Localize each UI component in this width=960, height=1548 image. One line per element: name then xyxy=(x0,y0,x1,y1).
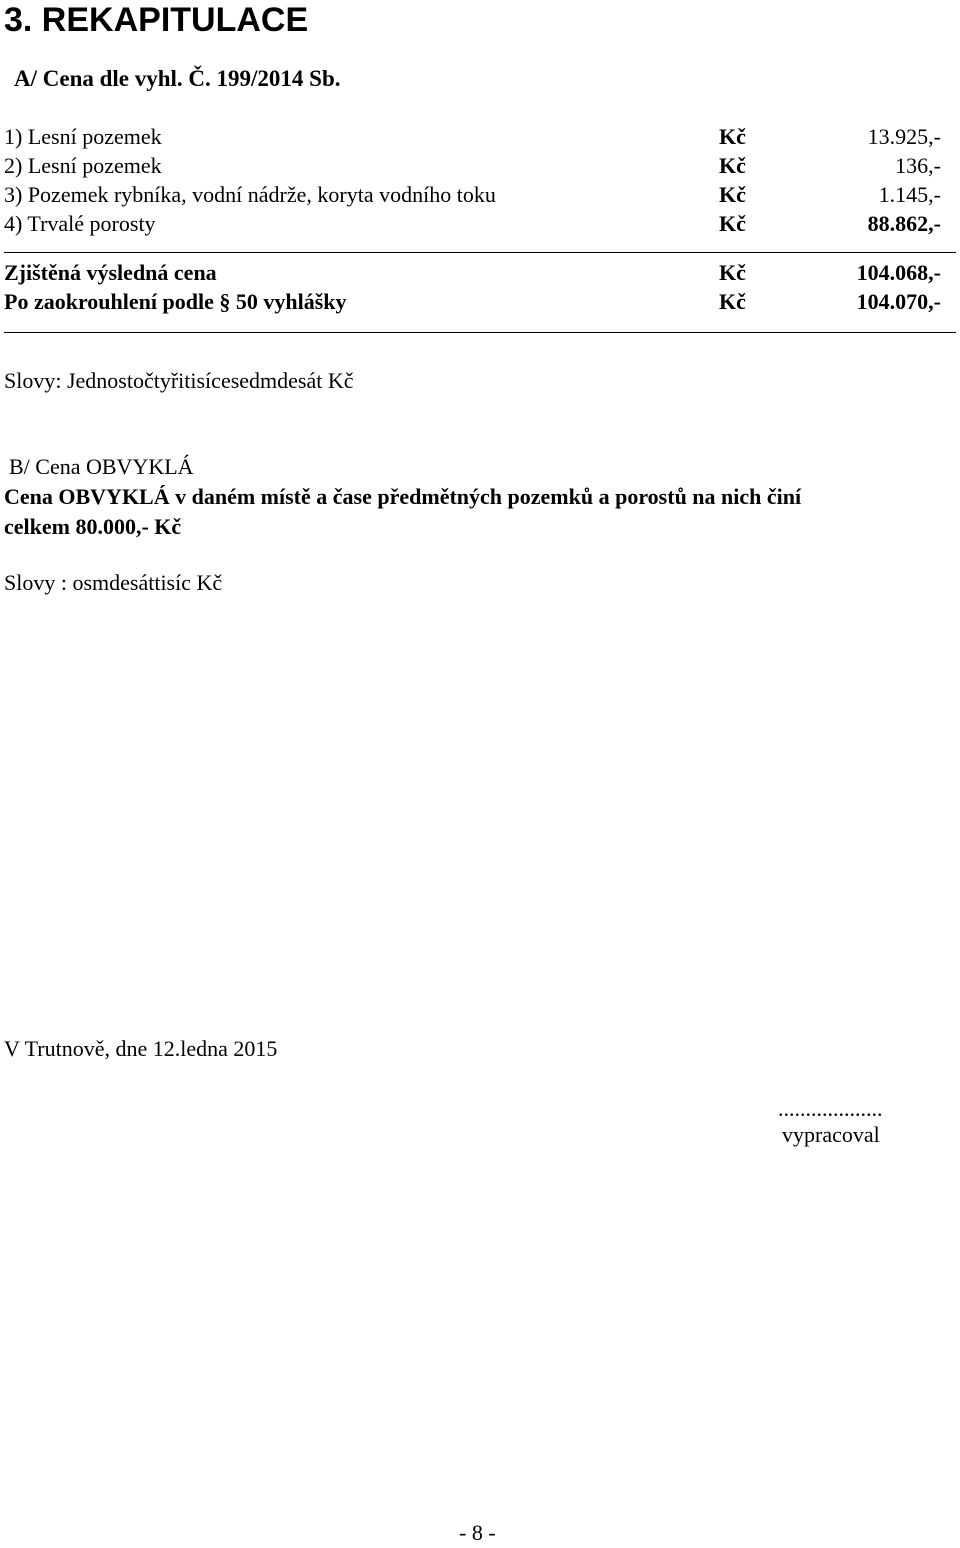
row-amount: 13.925,- xyxy=(867,124,941,149)
place-date: V Trutnově, dne 12.ledna 2015 xyxy=(4,1036,278,1061)
row-label: 4) Trvalé porosty xyxy=(4,211,156,236)
total-row xyxy=(0,258,960,288)
row-amount: 1.145,- xyxy=(878,182,941,207)
rounded-label: Po zaokrouhlení podle § 50 vyhlášky xyxy=(4,289,347,314)
signature-dots: ................... xyxy=(778,1096,883,1121)
row-currency: Kč xyxy=(719,124,746,149)
divider xyxy=(4,332,956,333)
page-heading: 3. REKAPITULACE xyxy=(4,1,309,39)
row-label: 1) Lesní pozemek xyxy=(4,124,162,149)
row-amount: 88.862,- xyxy=(867,211,941,236)
row-label: 3) Pozemek rybníka, vodní nádrže, koryta vodního toku xyxy=(4,182,496,207)
row-label: 2) Lesní pozemek xyxy=(4,153,162,178)
total-currency: Kč xyxy=(719,260,746,285)
row-currency: Kč xyxy=(719,153,746,178)
price-row xyxy=(0,151,960,181)
signature-label: vypracoval xyxy=(782,1122,880,1147)
price-row xyxy=(0,180,960,210)
divider xyxy=(4,252,956,253)
section-a-title: A/ Cena dle vyhl. Č. 199/2014 Sb. xyxy=(14,66,341,91)
section-b-words: Slovy : osmdesáttisíc Kč xyxy=(4,570,223,595)
price-row xyxy=(0,122,960,152)
page-number: - 8 - xyxy=(459,1520,496,1545)
rounded-currency: Kč xyxy=(719,289,746,314)
section-b-line2: celkem 80.000,- Kč xyxy=(4,514,182,539)
total-amount: 104.068,- xyxy=(856,260,941,285)
section-b-title: B/ Cena OBVYKLÁ xyxy=(9,454,194,479)
price-row xyxy=(0,209,960,239)
rounded-row xyxy=(0,287,960,317)
row-currency: Kč xyxy=(719,182,746,207)
section-a-words: Slovy: Jednostočtyřitisícesedmdesát Kč xyxy=(4,368,354,393)
total-label: Zjištěná výsledná cena xyxy=(4,260,217,285)
row-currency: Kč xyxy=(719,211,746,236)
section-b-line1: Cena OBVYKLÁ v daném místě a čase předmětných pozemků a porostů na nich činí xyxy=(4,484,802,509)
rounded-amount: 104.070,- xyxy=(856,289,941,314)
row-amount: 136,- xyxy=(895,153,941,178)
